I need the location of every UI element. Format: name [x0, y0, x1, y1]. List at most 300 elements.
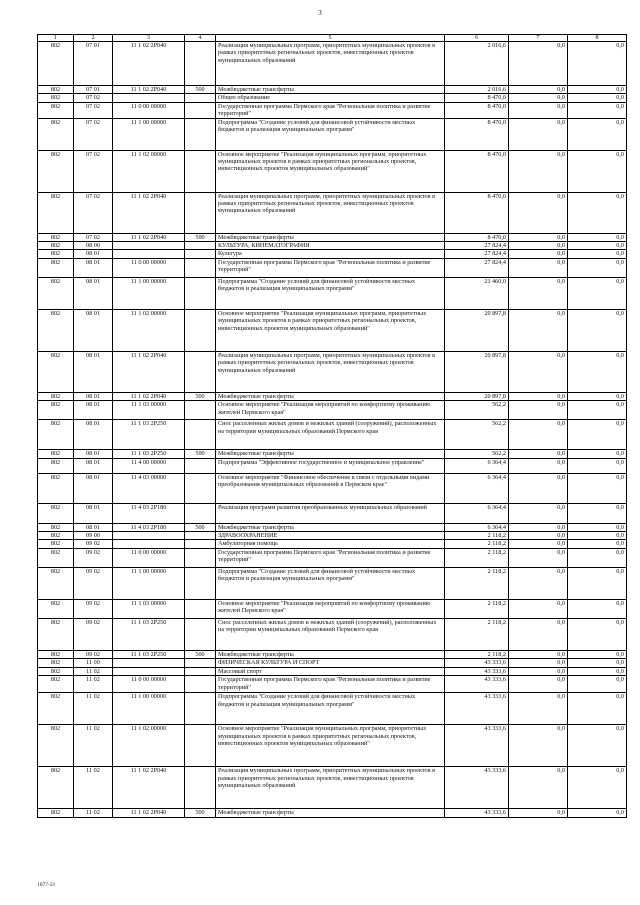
value-7-cell: 0,0 — [509, 725, 568, 767]
code-target-cell: 11 0 00 00000 — [113, 258, 185, 277]
code-type-cell — [185, 118, 216, 150]
code-ministry-cell: 802 — [38, 659, 74, 667]
code-type-cell: 500 — [185, 809, 216, 817]
description-cell: Подпрограмма "Создание условий для финансовой устойчивости местных бюджетов и реализация муниципальных программ" — [216, 567, 445, 599]
description-cell: Межбюджетные трансферты — [216, 450, 445, 458]
code-ministry-cell: 802 — [38, 392, 74, 400]
table-row — [38, 258, 627, 277]
code-ministry-cell: 802 — [38, 567, 74, 599]
code-section-cell: 11 02 — [74, 667, 113, 675]
table-row — [38, 473, 627, 503]
value-7-cell: 0,0 — [509, 242, 568, 250]
code-type-cell — [185, 401, 216, 420]
code-ministry-cell: 802 — [38, 94, 74, 102]
value-6-cell: 43 333,6 — [445, 725, 509, 767]
value-8-cell: 0,0 — [568, 351, 627, 392]
header-cell: 4 — [185, 35, 216, 42]
description-cell: Реализация муниципальных программ, приоритетных муниципальных проектов в рамках приоритетных региональных проектов, инвестиционных проектов муниципальных образований — [216, 351, 445, 392]
code-section-cell: 11 00 — [74, 659, 113, 667]
value-8-cell: 0,0 — [568, 618, 627, 650]
code-ministry-cell: 802 — [38, 150, 74, 192]
code-type-cell — [185, 351, 216, 392]
value-6-cell: 8 470,0 — [445, 150, 509, 192]
code-target-cell — [113, 667, 185, 675]
value-6-cell: 8 470,0 — [445, 233, 509, 241]
table-row — [38, 503, 627, 523]
code-type-cell — [185, 309, 216, 351]
code-ministry-cell: 802 — [38, 523, 74, 531]
code-target-cell: 11 0 00 00000 — [113, 102, 185, 118]
value-8-cell: 0,0 — [568, 659, 627, 667]
table-row — [38, 548, 627, 567]
description-cell: Основное мероприятие "Реализация муниципальных программ, приоритетных муниципальных проектов в рамках приоритетных региональных проектов, инвестиционных проектов муниципальных образований" — [216, 725, 445, 767]
description-cell: Государственная программа Пермского края "Региональная политика и развитие территорий" — [216, 548, 445, 567]
description-cell: Массовый спорт — [216, 667, 445, 675]
value-6-cell: 6 364,4 — [445, 458, 509, 473]
code-type-cell — [185, 725, 216, 767]
code-section-cell: 11 02 — [74, 767, 113, 809]
table-row — [38, 420, 627, 450]
code-section-cell: 08 01 — [74, 523, 113, 531]
value-7-cell: 0,0 — [509, 450, 568, 458]
table-row — [38, 192, 627, 233]
value-6-cell: 562,2 — [445, 450, 509, 458]
code-target-cell: 11 1 02 2P040 — [113, 767, 185, 809]
code-target-cell: 11 1 03 2P250 — [113, 618, 185, 650]
description-cell: Государственная программа Пермского края "Региональная политика и развитие территорий" — [216, 102, 445, 118]
value-6-cell: 2 118,2 — [445, 650, 509, 658]
code-target-cell: 11 1 02 2P040 — [113, 86, 185, 94]
value-8-cell: 0,0 — [568, 676, 627, 693]
code-target-cell: 11 0 00 00000 — [113, 676, 185, 693]
code-ministry-cell: 802 — [38, 473, 74, 503]
value-7-cell: 0,0 — [509, 258, 568, 277]
code-target-cell: 11 1 03 00000 — [113, 401, 185, 420]
description-cell: Амбулаторная помощь — [216, 540, 445, 548]
code-target-cell — [113, 532, 185, 540]
value-6-cell: 27 824,4 — [445, 258, 509, 277]
value-7-cell: 0,0 — [509, 693, 568, 725]
code-section-cell: 07 02 — [74, 192, 113, 233]
value-7-cell: 0,0 — [509, 567, 568, 599]
value-7-cell: 0,0 — [509, 102, 568, 118]
code-target-cell: 11 1 00 00000 — [113, 277, 185, 309]
value-8-cell: 0,0 — [568, 767, 627, 809]
code-type-cell: 500 — [185, 523, 216, 531]
table-row — [38, 659, 627, 667]
code-target-cell: 11 1 00 00000 — [113, 118, 185, 150]
description-cell: Межбюджетные трансферты — [216, 650, 445, 658]
code-section-cell: 08 01 — [74, 473, 113, 503]
value-6-cell: 6 364,4 — [445, 523, 509, 531]
code-type-cell — [185, 42, 216, 86]
code-ministry-cell: 802 — [38, 242, 74, 250]
description-cell: Подпрограмма "Эффективное государственное и муниципальное управление" — [216, 458, 445, 473]
description-cell: Государственная программа Пермского края "Региональная политика и развитие территорий" — [216, 258, 445, 277]
table-row — [38, 458, 627, 473]
code-ministry-cell: 802 — [38, 250, 74, 258]
description-cell: Общее образование — [216, 94, 445, 102]
value-6-cell: 43 333,6 — [445, 676, 509, 693]
value-7-cell: 0,0 — [509, 86, 568, 94]
code-type-cell — [185, 599, 216, 618]
value-7-cell: 0,0 — [509, 94, 568, 102]
value-7-cell: 0,0 — [509, 150, 568, 192]
code-target-cell: 11 1 03 2P250 — [113, 650, 185, 658]
value-7-cell: 0,0 — [509, 401, 568, 420]
value-7-cell: 0,0 — [509, 659, 568, 667]
value-8-cell: 0,0 — [568, 42, 627, 86]
code-ministry-cell: 802 — [38, 420, 74, 450]
code-target-cell: 11 4 03 2P180 — [113, 503, 185, 523]
header-cell: 2 — [74, 35, 113, 42]
page-number: 3 — [318, 9, 322, 17]
code-type-cell — [185, 693, 216, 725]
code-type-cell — [185, 277, 216, 309]
value-6-cell: 8 470,0 — [445, 118, 509, 150]
code-section-cell: 07 02 — [74, 118, 113, 150]
value-6-cell: 2 118,2 — [445, 548, 509, 567]
code-type-cell — [185, 767, 216, 809]
code-ministry-cell: 802 — [38, 667, 74, 675]
code-ministry-cell: 802 — [38, 693, 74, 725]
value-6-cell: 8 470,0 — [445, 192, 509, 233]
footer-code: 1077-21 — [37, 882, 56, 888]
description-cell: Основное мероприятие "Реализация мероприятий по комфортному проживанию жителей Пермского края" — [216, 599, 445, 618]
value-6-cell: 20 897,8 — [445, 351, 509, 392]
value-7-cell: 0,0 — [509, 250, 568, 258]
code-section-cell: 08 01 — [74, 250, 113, 258]
header-row — [38, 35, 627, 42]
value-7-cell: 0,0 — [509, 458, 568, 473]
code-section-cell: 08 01 — [74, 277, 113, 309]
code-ministry-cell: 802 — [38, 277, 74, 309]
code-ministry-cell: 802 — [38, 532, 74, 540]
value-7-cell: 0,0 — [509, 650, 568, 658]
code-target-cell: 11 1 03 2P250 — [113, 450, 185, 458]
value-6-cell: 2 118,2 — [445, 532, 509, 540]
code-type-cell: 500 — [185, 233, 216, 241]
table-row — [38, 667, 627, 675]
description-cell: Реализация муниципальных программ, приоритетных муниципальных проектов в рамках приоритетных региональных проектов, инвестиционных проектов муниципальных образований — [216, 767, 445, 809]
value-7-cell: 0,0 — [509, 192, 568, 233]
code-ministry-cell: 802 — [38, 725, 74, 767]
table-row — [38, 540, 627, 548]
table-row — [38, 392, 627, 400]
code-target-cell — [113, 94, 185, 102]
value-8-cell: 0,0 — [568, 250, 627, 258]
description-cell: Снос расселенных жилых домов и нежилых зданий (сооружений), расположенных на территории муниципальных образований Пермского края — [216, 618, 445, 650]
table-row — [38, 618, 627, 650]
value-8-cell: 0,0 — [568, 450, 627, 458]
code-target-cell: 11 0 00 00000 — [113, 548, 185, 567]
value-8-cell: 0,0 — [568, 532, 627, 540]
table-row — [38, 523, 627, 531]
table-row — [38, 150, 627, 192]
description-cell: КУЛЬТУРА, КИНЕМАТОГРАФИЯ — [216, 242, 445, 250]
value-6-cell: 43 333,6 — [445, 659, 509, 667]
code-type-cell: 500 — [185, 392, 216, 400]
value-6-cell: 2 118,2 — [445, 567, 509, 599]
code-section-cell: 11 02 — [74, 809, 113, 817]
value-7-cell: 0,0 — [509, 118, 568, 150]
code-section-cell: 11 02 — [74, 725, 113, 767]
value-8-cell: 0,0 — [568, 667, 627, 675]
value-8-cell: 0,0 — [568, 233, 627, 241]
code-ministry-cell: 802 — [38, 309, 74, 351]
table-row — [38, 450, 627, 458]
table-row — [38, 250, 627, 258]
code-target-cell: 11 1 02 2P040 — [113, 809, 185, 817]
code-type-cell — [185, 548, 216, 567]
description-cell: ЗДРАВООХРАНЕНИЕ — [216, 532, 445, 540]
code-section-cell: 08 01 — [74, 420, 113, 450]
description-cell: Реализация муниципальных программ, приоритетных муниципальных проектов в рамках приоритетных региональных проектов, инвестиционных проектов муниципальных образований — [216, 42, 445, 86]
code-target-cell: 11 1 02 2P040 — [113, 233, 185, 241]
table-row — [38, 94, 627, 102]
value-8-cell: 0,0 — [568, 150, 627, 192]
value-6-cell: 43 333,6 — [445, 809, 509, 817]
table-row — [38, 725, 627, 767]
code-ministry-cell: 802 — [38, 676, 74, 693]
code-target-cell: 11 1 02 00000 — [113, 725, 185, 767]
code-type-cell — [185, 102, 216, 118]
code-section-cell: 08 01 — [74, 401, 113, 420]
table-row — [38, 767, 627, 809]
code-target-cell: 11 4 03 2P180 — [113, 523, 185, 531]
code-section-cell: 09 02 — [74, 650, 113, 658]
value-6-cell: 2 016,6 — [445, 42, 509, 86]
code-ministry-cell: 802 — [38, 102, 74, 118]
description-cell: Подпрограмма "Создание условий для финансовой устойчивости местных бюджетов и реализация муниципальных программ" — [216, 693, 445, 725]
value-8-cell: 0,0 — [568, 277, 627, 309]
value-6-cell: 27 824,4 — [445, 242, 509, 250]
value-7-cell: 0,0 — [509, 523, 568, 531]
code-section-cell: 07 02 — [74, 150, 113, 192]
value-8-cell: 0,0 — [568, 242, 627, 250]
value-7-cell: 0,0 — [509, 309, 568, 351]
value-6-cell: 43 333,6 — [445, 667, 509, 675]
value-8-cell: 0,0 — [568, 650, 627, 658]
code-section-cell: 07 02 — [74, 102, 113, 118]
code-section-cell: 09 02 — [74, 548, 113, 567]
code-type-cell — [185, 192, 216, 233]
code-section-cell: 07 01 — [74, 86, 113, 94]
header-cell: 3 — [113, 35, 185, 42]
header-cell: 6 — [445, 35, 509, 42]
code-section-cell: 08 01 — [74, 258, 113, 277]
table-row — [38, 693, 627, 725]
description-cell: Реализация муниципальных программ, приоритетных муниципальных проектов в рамках приоритетных региональных проектов, инвестиционных проектов муниципальных образований — [216, 192, 445, 233]
value-8-cell: 0,0 — [568, 458, 627, 473]
value-6-cell: 8 470,0 — [445, 94, 509, 102]
budget-table — [37, 34, 627, 818]
code-section-cell: 09 02 — [74, 540, 113, 548]
code-section-cell: 09 02 — [74, 599, 113, 618]
code-type-cell — [185, 618, 216, 650]
code-target-cell: 11 1 02 2P040 — [113, 192, 185, 233]
table-row — [38, 401, 627, 420]
code-target-cell — [113, 659, 185, 667]
value-8-cell: 0,0 — [568, 420, 627, 450]
code-type-cell — [185, 242, 216, 250]
value-8-cell: 0,0 — [568, 693, 627, 725]
code-target-cell — [113, 250, 185, 258]
code-ministry-cell: 802 — [38, 450, 74, 458]
value-8-cell: 0,0 — [568, 401, 627, 420]
code-ministry-cell: 802 — [38, 618, 74, 650]
value-7-cell: 0,0 — [509, 540, 568, 548]
code-target-cell: 11 1 03 2P250 — [113, 420, 185, 450]
value-8-cell: 0,0 — [568, 599, 627, 618]
code-section-cell: 08 01 — [74, 458, 113, 473]
value-8-cell: 0,0 — [568, 392, 627, 400]
table-row — [38, 233, 627, 241]
description-cell: Государственная программа Пермского края "Региональная политика и развитие территорий" — [216, 676, 445, 693]
code-target-cell: 11 4 00 00000 — [113, 458, 185, 473]
table-row — [38, 351, 627, 392]
code-ministry-cell: 802 — [38, 548, 74, 567]
header-cell: 1 — [38, 35, 74, 42]
code-section-cell: 09 02 — [74, 618, 113, 650]
value-8-cell: 0,0 — [568, 118, 627, 150]
code-ministry-cell: 802 — [38, 503, 74, 523]
code-target-cell: 11 1 02 00000 — [113, 309, 185, 351]
code-section-cell: 07 01 — [74, 42, 113, 86]
description-cell: ФИЗИЧЕСКАЯ КУЛЬТУРА И СПОРТ — [216, 659, 445, 667]
code-type-cell — [185, 676, 216, 693]
description-cell: Межбюджетные трансферты — [216, 86, 445, 94]
value-8-cell: 0,0 — [568, 192, 627, 233]
description-cell: Реализация программ развития преобразованных муниципальных образований — [216, 503, 445, 523]
value-6-cell: 43 333,6 — [445, 767, 509, 809]
code-section-cell: 08 00 — [74, 242, 113, 250]
code-target-cell: 11 1 02 2P040 — [113, 392, 185, 400]
code-type-cell — [185, 659, 216, 667]
value-8-cell: 0,0 — [568, 725, 627, 767]
header-cell: 8 — [568, 35, 627, 42]
description-cell: Подпрограмма "Создание условий для финансовой устойчивости местных бюджетов и реализация муниципальных программ" — [216, 277, 445, 309]
table-row — [38, 532, 627, 540]
code-section-cell: 09 02 — [74, 567, 113, 599]
value-8-cell: 0,0 — [568, 309, 627, 351]
table-row — [38, 809, 627, 817]
code-section-cell: 08 01 — [74, 351, 113, 392]
value-7-cell: 0,0 — [509, 532, 568, 540]
code-section-cell: 07 02 — [74, 233, 113, 241]
value-6-cell: 43 333,6 — [445, 693, 509, 725]
code-type-cell — [185, 258, 216, 277]
description-cell: Подпрограмма "Создание условий для финансовой устойчивости местных бюджетов и реализация муниципальных программ" — [216, 118, 445, 150]
code-type-cell — [185, 567, 216, 599]
code-section-cell: 08 01 — [74, 309, 113, 351]
value-8-cell: 0,0 — [568, 473, 627, 503]
code-target-cell: 11 1 02 2P040 — [113, 42, 185, 86]
code-section-cell: 11 02 — [74, 693, 113, 725]
value-6-cell: 8 470,0 — [445, 102, 509, 118]
value-7-cell: 0,0 — [509, 277, 568, 309]
code-type-cell: 500 — [185, 86, 216, 94]
code-ministry-cell: 802 — [38, 540, 74, 548]
description-cell: Межбюджетные трансферты — [216, 233, 445, 241]
value-8-cell: 0,0 — [568, 503, 627, 523]
code-target-cell: 11 1 02 2P040 — [113, 351, 185, 392]
value-7-cell: 0,0 — [509, 767, 568, 809]
code-ministry-cell: 802 — [38, 192, 74, 233]
code-ministry-cell: 802 — [38, 650, 74, 658]
code-section-cell: 07 02 — [74, 94, 113, 102]
table-row — [38, 309, 627, 351]
code-target-cell: 11 1 00 00000 — [113, 693, 185, 725]
code-ministry-cell: 802 — [38, 767, 74, 809]
table-row — [38, 86, 627, 94]
code-ministry-cell: 802 — [38, 233, 74, 241]
code-type-cell — [185, 458, 216, 473]
code-ministry-cell: 802 — [38, 42, 74, 86]
value-8-cell: 0,0 — [568, 523, 627, 531]
value-6-cell: 20 897,8 — [445, 392, 509, 400]
value-8-cell: 0,0 — [568, 86, 627, 94]
table-row — [38, 277, 627, 309]
code-type-cell: 500 — [185, 450, 216, 458]
value-8-cell: 0,0 — [568, 102, 627, 118]
code-ministry-cell: 802 — [38, 258, 74, 277]
value-6-cell: 2 118,2 — [445, 540, 509, 548]
value-6-cell: 21 460,0 — [445, 277, 509, 309]
code-type-cell — [185, 250, 216, 258]
code-ministry-cell: 802 — [38, 401, 74, 420]
code-ministry-cell: 802 — [38, 118, 74, 150]
header-cell: 5 — [216, 35, 445, 42]
value-7-cell: 0,0 — [509, 809, 568, 817]
code-type-cell: 500 — [185, 650, 216, 658]
value-7-cell: 0,0 — [509, 392, 568, 400]
value-7-cell: 0,0 — [509, 503, 568, 523]
code-type-cell — [185, 150, 216, 192]
value-6-cell: 2 118,2 — [445, 618, 509, 650]
value-7-cell: 0,0 — [509, 233, 568, 241]
value-6-cell: 20 897,8 — [445, 309, 509, 351]
description-cell: Основное мероприятие "Финансовое обеспечение в связи с отдельными видами преобразования муниципальных образований в Пермском крае" — [216, 473, 445, 503]
value-8-cell: 0,0 — [568, 94, 627, 102]
code-ministry-cell: 802 — [38, 351, 74, 392]
code-type-cell — [185, 503, 216, 523]
code-ministry-cell: 802 — [38, 599, 74, 618]
code-target-cell — [113, 242, 185, 250]
code-section-cell: 11 02 — [74, 676, 113, 693]
code-target-cell — [113, 540, 185, 548]
description-cell: Основное мероприятие "Реализация мероприятий по комфортному проживанию жителей Пермского края" — [216, 401, 445, 420]
header-cell: 7 — [509, 35, 568, 42]
code-target-cell: 11 4 03 00000 — [113, 473, 185, 503]
code-section-cell: 08 01 — [74, 392, 113, 400]
value-7-cell: 0,0 — [509, 618, 568, 650]
code-target-cell: 11 1 03 00000 — [113, 599, 185, 618]
value-6-cell: 6 364,4 — [445, 503, 509, 523]
code-target-cell: 11 1 00 00000 — [113, 567, 185, 599]
table-row — [38, 567, 627, 599]
code-type-cell — [185, 473, 216, 503]
table-row — [38, 599, 627, 618]
value-7-cell: 0,0 — [509, 548, 568, 567]
code-target-cell: 11 1 02 00000 — [113, 150, 185, 192]
value-7-cell: 0,0 — [509, 599, 568, 618]
value-6-cell: 27 824,4 — [445, 250, 509, 258]
description-cell: Основное мероприятие "Реализация муниципальных программ, приоритетных муниципальных проектов в рамках приоритетных региональных проектов, инвестиционных проектов муниципальных образований" — [216, 309, 445, 351]
code-section-cell: 09 00 — [74, 532, 113, 540]
description-cell: Межбюджетные трансферты — [216, 809, 445, 817]
code-type-cell — [185, 532, 216, 540]
